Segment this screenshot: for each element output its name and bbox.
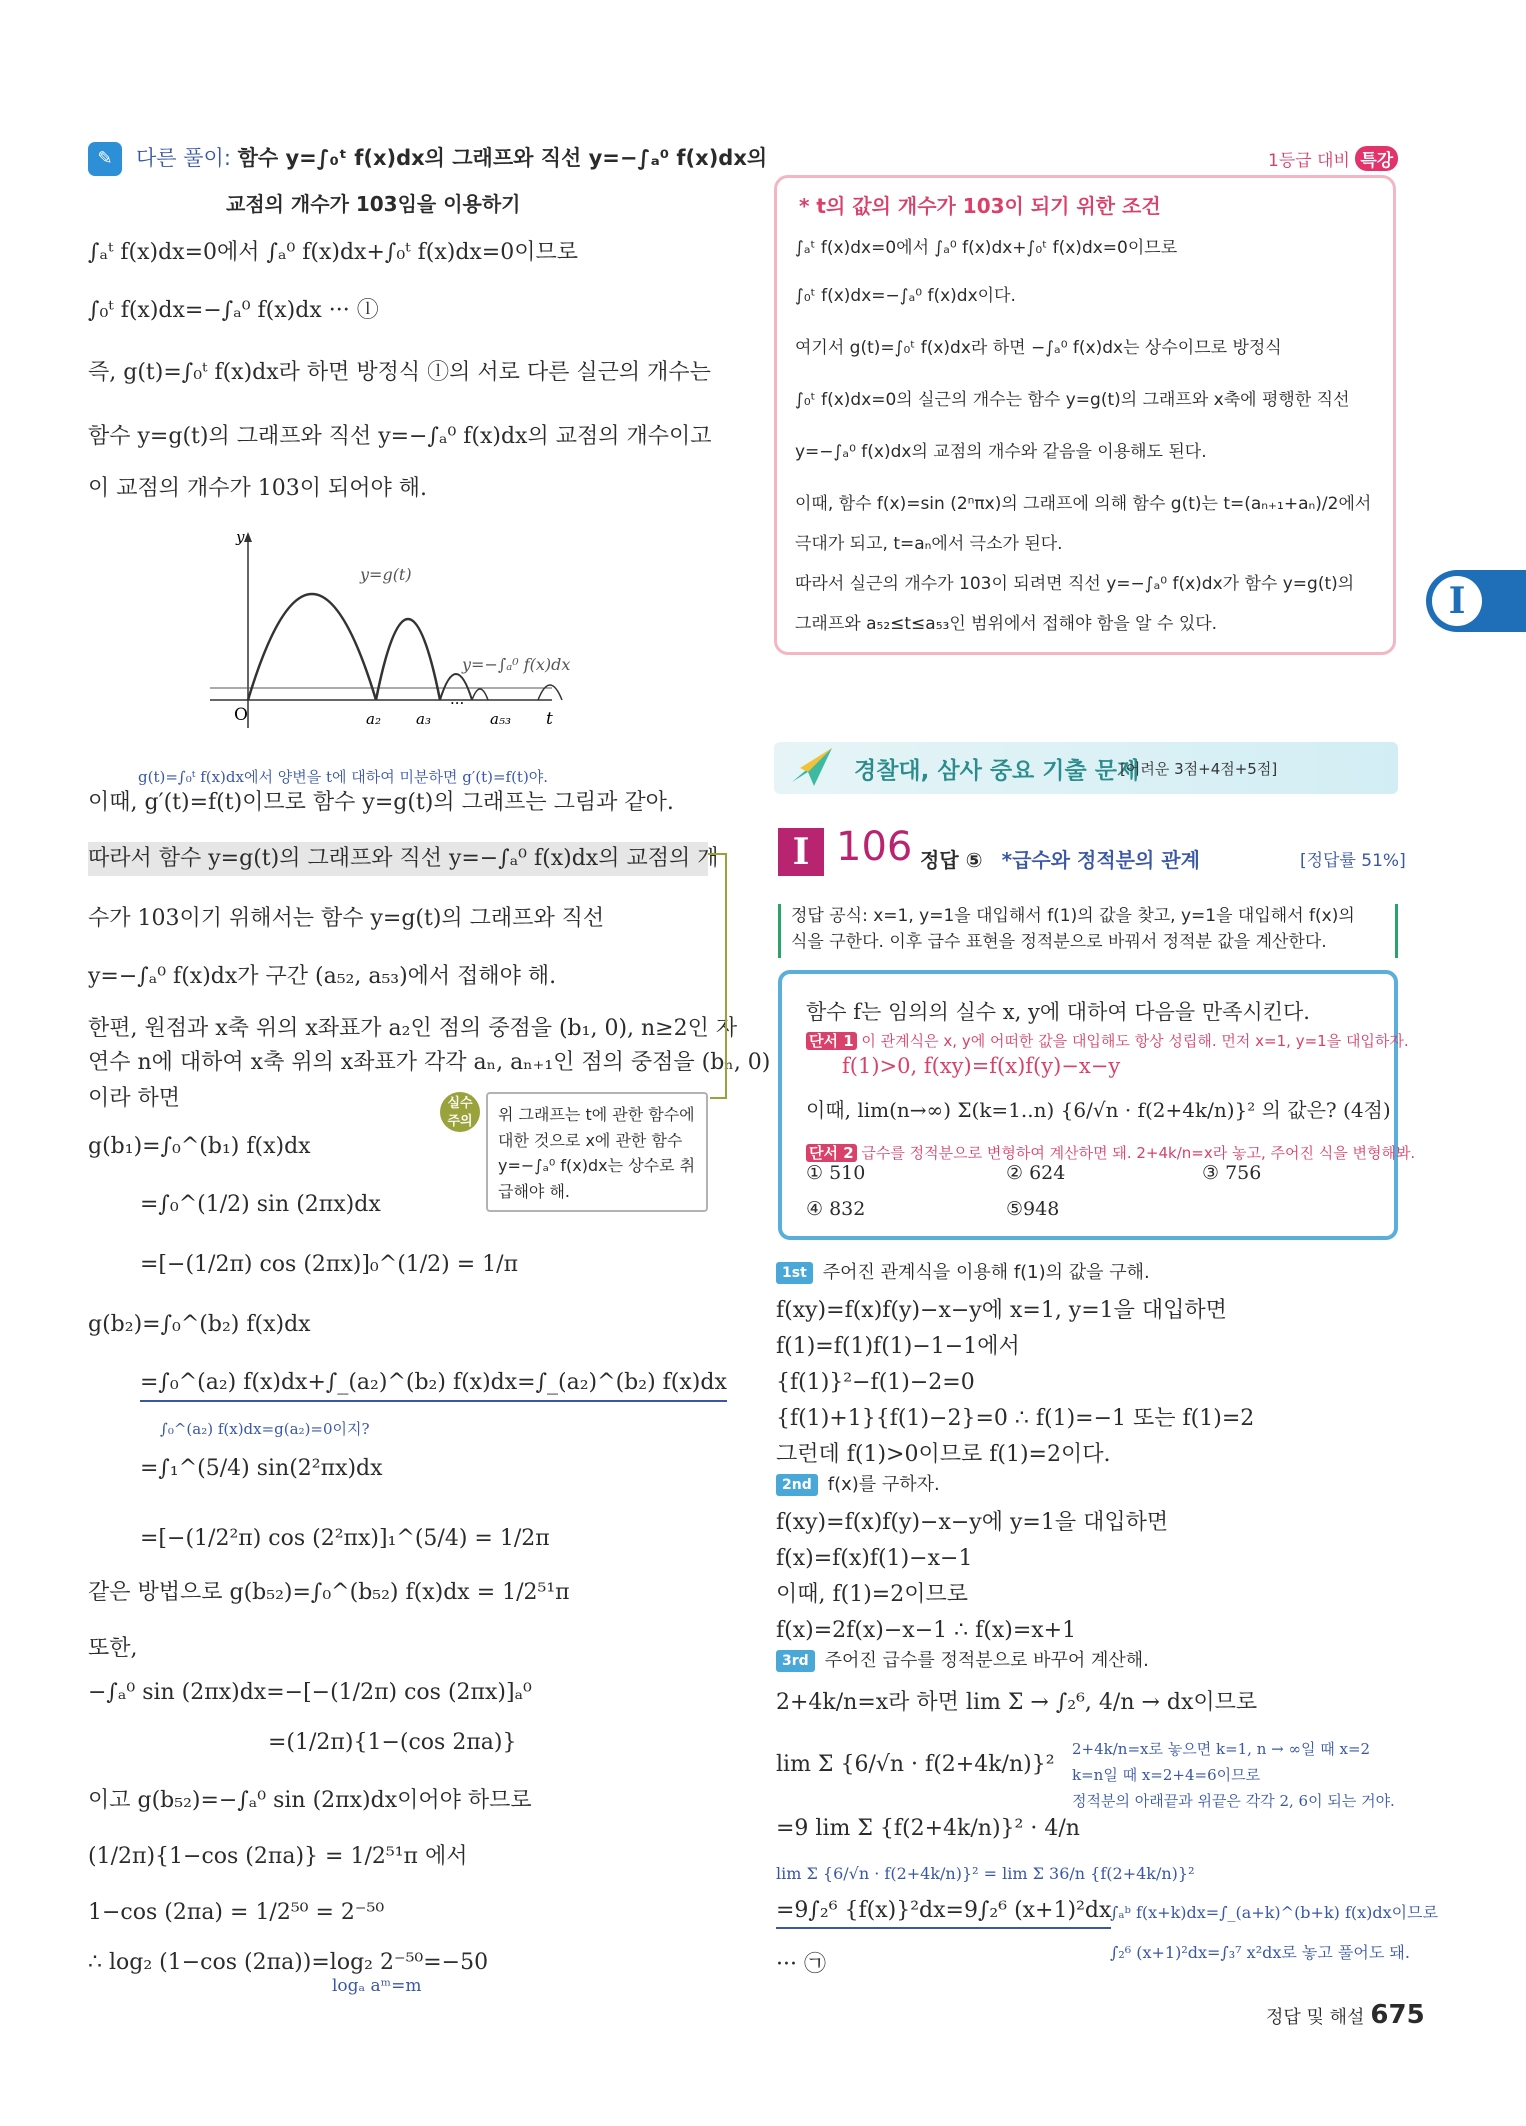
eq-g-b2-split: =∫₀^(a₂) f(x)dx+∫_(a₂)^(b₂) f(x)dx=∫_(a₂)^(b₂) f(x)dx	[140, 1370, 727, 1402]
box1-line-5: y=−∫ₐ⁰ f(x)dx의 교점의 개수와 같음을 이용해도 된다.	[795, 442, 1207, 462]
left-line-12: 이라 하면	[88, 1086, 181, 1111]
hint-2-text: 급수를 정적분으로 변형하여 계산하면 돼. 2+4k/n=x라 놓고, 주어진 식을 변형해봐.	[861, 1144, 1416, 1162]
eq-g-b2: g(b₂)=∫₀^(b₂) f(x)dx	[88, 1312, 311, 1337]
advanced-box	[774, 175, 1396, 655]
left-line-9: y=−∫ₐ⁰ f(x)dx가 구간 (a₅₂, a₅₃)에서 접해야 해.	[88, 964, 557, 989]
choice-3[interactable]: ③ 756	[1202, 1162, 1262, 1184]
sol-3-note-6: ∫₂⁶ (x+1)²dx=∫₃⁷ x²dx로 놓고 풀어도 돼.	[1110, 1943, 1410, 1962]
chapter-side-tab	[1426, 570, 1526, 632]
footer-label: 정답 및 해설	[1266, 2007, 1365, 2028]
box1-line-7: 극대가 되고, t=aₙ에서 극소가 된다.	[795, 534, 1063, 554]
page-footer	[1266, 2000, 1425, 2030]
problem-question: 이때, lim(n→∞) Σ(k=1..n) {6/√n · f(2+4k/n)}² 의 값은? (4점)	[806, 1098, 1391, 1122]
left-line-5: 이 교점의 개수가 103이 되어야 해.	[88, 476, 427, 501]
alt-solution-title-1: 함수 y=∫₀ᵗ f(x)dx의 그래프와 직선 y=−∫ₐ⁰ f(x)dx의	[237, 146, 768, 170]
sol-3d: =9∫₂⁶ {f(x)}²dx=9∫₂⁶ (x+1)²dx	[776, 1898, 1111, 1929]
alt-solution-title-2: 교점의 개수가 103임을 이용하기	[226, 192, 521, 216]
note-connector-line	[706, 850, 730, 1100]
choice-2[interactable]: ② 624	[1006, 1162, 1066, 1184]
formula-line-2: 식을 구한다. 이후 급수 표현을 정적분으로 바꿔서 정적분 값을 계산한다.	[791, 931, 1327, 952]
advanced-tag	[1268, 146, 1398, 171]
page-number: 675	[1370, 2000, 1425, 2030]
box1-line-4: ∫₀ᵗ f(x)dx=0의 실근의 개수는 함수 y=g(t)의 그래프와 x축에 평행한 직선	[795, 390, 1350, 410]
sol-2b: f(x)=f(x)f(1)−x−1	[776, 1546, 973, 1571]
y-axis-arrow	[244, 532, 252, 542]
g-t-graph	[200, 528, 580, 740]
eq-sin-integral-value: =(1/2π){1−(cos 2πa)}	[268, 1730, 517, 1755]
box1-line-6: 이때, 함수 f(x)=sin (2ⁿπx)의 그래프에 의해 함수 g(t)는 t=(aₙ₊₁+aₙ)/2에서	[795, 494, 1372, 514]
sol-3a: 2+4k/n=x라 하면 lim Σ → ∫₂⁶, 4/n → dx이므로	[776, 1690, 1258, 1715]
sol-1b: f(1)=f(1)f(1)−1−1에서	[776, 1334, 1020, 1359]
hint-1-text: 이 관계식은 x, y에 어떠한 값을 대입해도 항상 성립해. 먼저 x=1, y=1을 대입하자.	[861, 1032, 1409, 1050]
answer-label: 정답 ⑤	[920, 848, 983, 872]
choice-4[interactable]: ④ 832	[806, 1198, 866, 1220]
step-3-tag: 3rd	[776, 1650, 815, 1672]
sol-3b: lim Σ {6/√n · f(2+4k/n)}²	[776, 1752, 1055, 1777]
sol-3-note-3: 정적분의 아래끝과 위끝은 각각 2, 6이 되는 거야.	[1072, 1792, 1395, 1810]
hint-2-tag: 단서 2	[806, 1144, 857, 1162]
left-line-6: 이때, g′(t)=f(t)이므로 함수 y=g(t)의 그래프는 그림과 같아.	[88, 790, 674, 815]
step-3-title: 주어진 급수를 정적분으로 바꾸어 계산해.	[824, 1650, 1149, 1671]
left-line-7: 따라서 함수 y=g(t)의 그래프와 직선 y=−∫ₐ⁰ f(x)dx의 교점의 개	[88, 842, 708, 876]
sol-2d: f(x)=2f(x)−x−1 ∴ f(x)=x+1	[776, 1618, 1077, 1643]
sol-1a: f(xy)=f(x)f(y)−x−y에 x=1, y=1을 대입하면	[776, 1298, 1227, 1323]
advanced-tag-label: 1등급 대비	[1268, 151, 1350, 171]
hint-2	[806, 1142, 1415, 1163]
hint-1-tag: 단서 1	[806, 1032, 857, 1050]
eq-g-b1-value: =[−(1/2π) cos (2πx)]₀^(1/2) = 1/π	[140, 1252, 519, 1277]
alt-solution-heading	[136, 146, 767, 171]
eq-cos: 1−cos (2πa) = 1/2⁵⁰ = 2⁻⁵⁰	[88, 1900, 385, 1925]
eq-g-b52: 같은 방법으로 g(b₅₂)=∫₀^(b₅₂) f(x)dx = 1/2⁵¹π	[88, 1580, 570, 1605]
step-3-heading	[776, 1650, 1149, 1672]
sol-3-note-4: lim Σ {6/√n · f(2+4k/n)}² = lim Σ 36/n {f(2+4k/n)}²	[776, 1864, 1195, 1883]
step-1-title: 주어진 관계식을 이용해 f(1)의 값을 구해.	[822, 1262, 1150, 1283]
box1-line-3: 여기서 g(t)=∫₀ᵗ f(x)dx라 하면 −∫ₐ⁰ f(x)dx는 상수이므로 방정식	[795, 338, 1282, 358]
sol-1e: 그런데 f(1)>0이므로 f(1)=2이다.	[776, 1442, 1111, 1467]
box1-line-8: 따라서 실근의 개수가 103이 되려면 직선 y=−∫ₐ⁰ f(x)dx가 함수 y=g(t)의	[795, 574, 1355, 594]
sol-3c: =9 lim Σ {f(2+4k/n)}² · 4/n	[776, 1816, 1080, 1841]
curve-label: y=g(t)	[360, 565, 412, 584]
problem-meta	[920, 844, 1200, 873]
problem-box	[778, 970, 1416, 1240]
section-banner-subtitle: [어려운 3점+4점+5점]	[1120, 760, 1278, 778]
eq-g-b1: g(b₁)=∫₀^(b₁) f(x)dx	[88, 1134, 311, 1159]
accuracy-rate: [정답률 51%]	[1300, 851, 1406, 871]
tick-a53: a₅₃	[490, 710, 511, 728]
hint-1	[806, 1030, 1409, 1051]
choice-5-correct[interactable]: ⑤948	[1006, 1198, 1060, 1220]
mistake-badge: 실수 주의	[440, 1092, 480, 1132]
step-2-tag: 2nd	[776, 1474, 818, 1496]
sol-3-note-1: 2+4k/n=x로 놓으면 k=1, n → ∞일 때 x=2	[1072, 1740, 1371, 1758]
section-banner	[774, 742, 1398, 794]
g-curve-arch-tangent	[538, 685, 562, 700]
step-2-title: f(x)를 구하자.	[827, 1474, 940, 1495]
g-curve-arch-4	[472, 689, 488, 700]
box1-line-2: ∫₀ᵗ f(x)dx=−∫ₐ⁰ f(x)dx이다.	[795, 286, 1016, 306]
sol-3-note-2: k=n일 때 x=2+4=6이므로	[1072, 1766, 1261, 1784]
problem-number: 106	[836, 824, 913, 870]
alt-solution-label: 다른 풀이:	[136, 146, 231, 170]
eq-equate: (1/2π){1−cos (2πa)} = 1/2⁵¹π 에서	[88, 1844, 468, 1869]
step-2-heading	[776, 1474, 940, 1496]
step-1-heading	[776, 1262, 1150, 1284]
g-curve-arch-1	[248, 594, 376, 700]
problem-topic: *급수와 정적분의 관계	[1001, 848, 1200, 872]
eq-g-b2-integral: =∫₁^(5/4) sin(2²πx)dx	[140, 1456, 383, 1481]
eq-also: 또한,	[88, 1636, 138, 1661]
section-banner-title: 경찰대, 삼사 중요 기출 문제	[854, 758, 1140, 784]
chapter-side-tab-label: I	[1432, 576, 1482, 626]
answer-formula-note	[778, 904, 1398, 958]
eq-g-b2-value: =[−(1/2²π) cos (2²πx)]₁^(5/4) = 1/2π	[140, 1526, 550, 1551]
eq-log-result: ∴ log₂ (1−cos (2πa))=log₂ 2⁻⁵⁰=−50	[88, 1950, 489, 1975]
sol-3-note-5: ∫ₐᵇ f(x+k)dx=∫_(a+k)^(b+k) f(x)dx이므로	[1110, 1903, 1439, 1922]
left-line-1: ∫ₐᵗ f(x)dx=0에서 ∫ₐ⁰ f(x)dx+∫₀ᵗ f(x)dx=0이므로	[88, 240, 578, 265]
formula-line-1: 정답 공식: x=1, y=1을 대입해서 f(1)의 값을 찾고, y=1을 대입해서 f(x)의	[791, 906, 1355, 926]
origin-label: O	[234, 705, 248, 725]
choice-1[interactable]: ① 510	[806, 1162, 866, 1184]
t-axis-label: t	[546, 709, 553, 729]
eq-g-b1-integral: =∫₀^(1/2) sin (2πx)dx	[140, 1192, 381, 1217]
margin-note-mistake: 위 그래프는 t에 관한 함수에 대한 것으로 x에 관한 함수 y=−∫ₐ⁰ f(x)dx는 상수로 취급해야 해.	[486, 1092, 708, 1212]
left-line-4: 함수 y=g(t)의 그래프와 직선 y=−∫ₐ⁰ f(x)dx의 교점의 개수이고	[88, 424, 712, 449]
sol-2c: 이때, f(1)=2이므로	[776, 1582, 968, 1607]
left-line-3: 즉, g(t)=∫₀ᵗ f(x)dx라 하면 방정식 ⓛ의 서로 다른 실근의 개수는	[88, 360, 711, 385]
problem-statement: 함수 f는 임의의 실수 x, y에 대하여 다음을 만족시킨다.	[806, 1000, 1310, 1024]
tick-a3: a₃	[416, 710, 431, 728]
sol-1c: {f(1)}²−f(1)−2=0	[776, 1370, 975, 1395]
left-line-8: 수가 103이기 위해서는 함수 y=g(t)의 그래프와 직선	[88, 906, 605, 931]
left-line-11: 연수 n에 대하여 x축 위의 x좌표가 각각 aₙ, aₙ₊₁인 점의 중점을 (bₙ, 0)	[88, 1050, 771, 1075]
note-g-a2: ∫₀^(a₂) f(x)dx=g(a₂)=0이지?	[160, 1420, 370, 1438]
y-axis-label: y	[236, 528, 245, 546]
left-line-10: 한편, 원점과 x축 위의 x좌표가 a₂인 점의 중점을 (b₁, 0), n≥2인 자	[88, 1016, 738, 1041]
special-badge: 특강	[1355, 146, 1398, 171]
advanced-box-title: * t의 값의 개수가 103이 되기 위한 조건	[799, 194, 1161, 218]
box1-line-1: ∫ₐᵗ f(x)dx=0에서 ∫ₐ⁰ f(x)dx+∫₀ᵗ f(x)dx=0이므로	[795, 238, 1178, 258]
tick-a2: a₂	[366, 710, 381, 728]
eq-sin-integral: −∫ₐ⁰ sin (2πx)dx=−[−(1/2π) cos (2πx)]ₐ⁰	[88, 1680, 532, 1705]
tick-dots: ···	[450, 694, 465, 712]
left-line-2: ∫₀ᵗ f(x)dx=−∫ₐ⁰ f(x)dx ··· ⓛ	[88, 298, 379, 323]
problem-condition: f(1)>0, f(xy)=f(x)f(y)−x−y	[842, 1054, 1121, 1078]
sol-1d: {f(1)+1}{f(1)−2}=0 ∴ f(1)=−1 또는 f(1)=2	[776, 1406, 1255, 1431]
note-log-rule: logₐ aᵐ=m	[332, 1976, 422, 1996]
line-label: y=−∫ₐ⁰ f(x)dx	[462, 655, 571, 674]
alternative-solution-icon: ✎	[88, 142, 122, 176]
step-1-tag: 1st	[776, 1262, 813, 1284]
sol-3e: ··· ㉠	[776, 1952, 826, 1977]
chapter-box: I	[778, 828, 824, 876]
eq-condition: 이고 g(b₅₂)=−∫ₐ⁰ sin (2πx)dx이어야 하므로	[88, 1788, 532, 1813]
sol-2a: f(xy)=f(x)f(y)−x−y에 y=1을 대입하면	[776, 1510, 1169, 1535]
box1-line-9: 그래프와 a₅₂≤t≤a₅₃인 범위에서 접해야 함을 알 수 있다.	[795, 614, 1218, 634]
note-derivative: g(t)=∫₀ᵗ f(x)dx에서 양변을 t에 대하여 미분하면 g′(t)=f(t)야.	[138, 768, 549, 786]
banner-paper-plane-icon	[788, 742, 836, 790]
